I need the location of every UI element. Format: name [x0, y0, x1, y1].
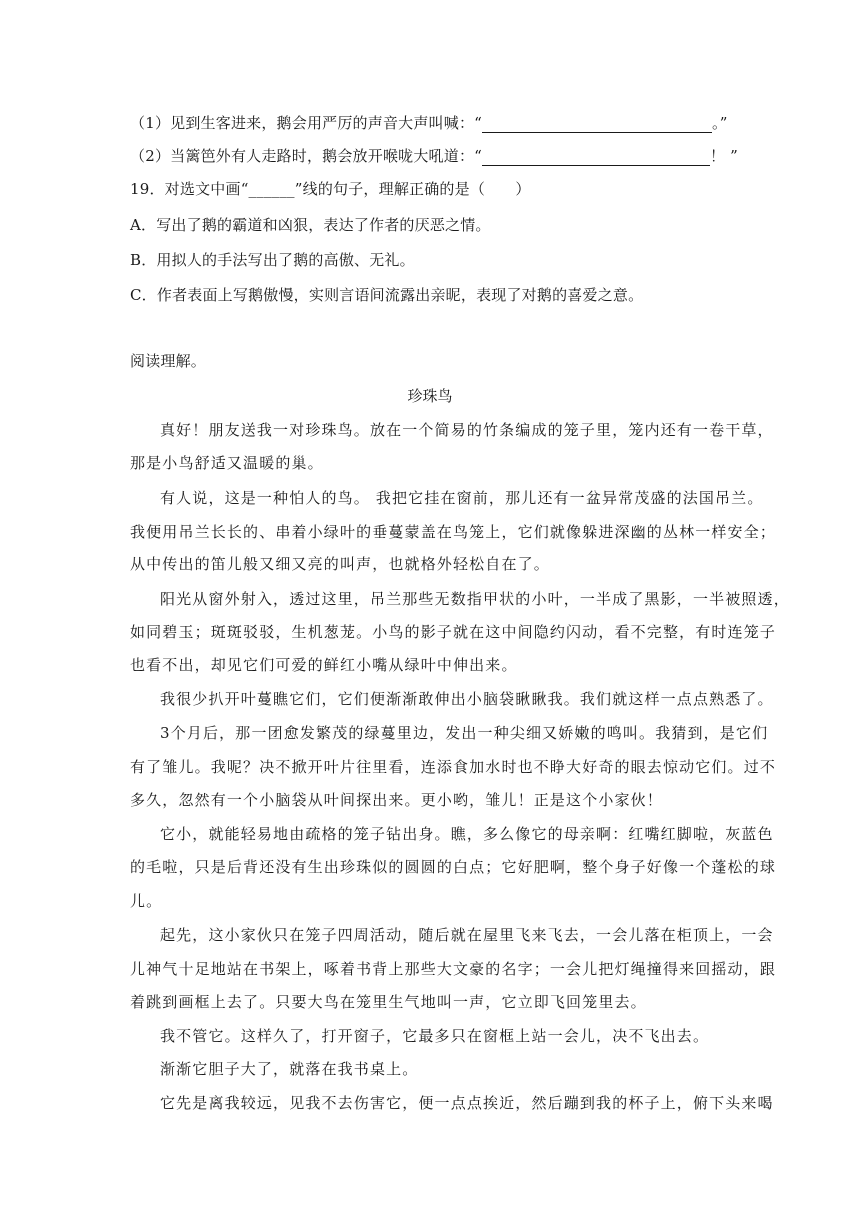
passage-line: 如同碧玉；斑斑驳驳，生机葱茏。小鸟的影子就在这中间隐约闪动，看不完整，有时连笼子: [130, 623, 777, 641]
passage-title: 珍珠鸟: [407, 387, 453, 405]
passage-line: 我不管它。这样久了，打开窗子，它最多只在窗框上站一会儿，决不飞出去。: [160, 1027, 710, 1045]
option-c: C．作者表面上写鹅傲慢，实则言语间流露出亲昵，表现了对鹅的喜爱之意。: [130, 286, 644, 304]
passage-line: 儿。: [130, 892, 163, 910]
question-18-2: [130, 145, 738, 166]
answer-blank-2[interactable]: [482, 151, 710, 166]
passage-line: 3个月后，那一团愈发繁茂的绿蔓里边，发出一种尖细又娇嫩的鸣叫。我猜到，是它们: [160, 724, 769, 742]
question-18-2-text: （2）当篱笆外有人走路时，鹅会放开喉咙大吼道：“: [130, 147, 483, 165]
passage-line: 从中传出的笛儿般又细又亮的叫声，也就格外轻松自在了。: [130, 555, 550, 573]
option-a: A．写出了鹅的霸道和凶狠，表达了作者的厌恶之情。: [130, 216, 491, 234]
passage-line: 的毛啦，只是后背还没有生出珍珠似的圆圆的白点；它好肥啊，整个身子好像一个蓬松的球: [130, 858, 777, 876]
question-18-1-end: 。”: [712, 114, 728, 132]
passage-line: 儿神气十足地站在书架上，啄着书背上那些大文豪的名字；一会儿把灯绳撞得来回摇动，跟: [130, 960, 777, 978]
passage-line: 真好！朋友送我一对珍珠鸟。放在一个简易的竹条编成的笼子里，笼内还有一卷干草，: [160, 421, 774, 439]
question-18-1: [130, 112, 728, 133]
passage-line: 我很少扒开叶蔓瞧它们，它们便渐渐敢伸出小脑袋瞅瞅我。我们就这样一点点熟悉了。: [160, 690, 774, 708]
passage-line: 阳光从窗外射入，透过这里，吊兰那些无数指甲状的小叶，一半成了黑影，一半被照透，: [160, 590, 790, 608]
passage-line: 着跳到画框上去了。只要大鸟在笼里生气地叫一声，它立即飞回笼里去。: [130, 993, 647, 1011]
answer-blank-1[interactable]: [482, 118, 712, 133]
passage-line: 有人说，这是一种怕人的鸟。 我把它挂在窗前，那儿还有一盆异常茂盛的法国吊兰。: [160, 489, 764, 507]
passage-line: 那是小鸟舒适又温暖的巢。: [130, 454, 324, 472]
passage-line: 它小，就能轻易地由疏格的笼子钻出身。瞧，多么像它的母亲啊：红嘴红脚啦，灰蓝色: [160, 825, 774, 843]
passage-line: 起先，这小家伙只在笼子四周活动，随后就在屋里飞来飞去，一会儿落在柜顶上，一会: [160, 926, 774, 944]
passage-line: 多久，忽然有一个小脑袋从叶间探出来。更小哟，雏儿！正是这个小家伙！: [130, 791, 663, 809]
option-b: B．用拟人的手法写出了鹅的高傲、无礼。: [130, 251, 415, 269]
question-18-2-end: ！ ”: [710, 147, 739, 165]
passage-line: 它先是离我较远，见我不去伤害它，便一点点挨近，然后蹦到我的杯子上，俯下头来喝: [160, 1094, 774, 1112]
section-heading: 阅读理解。: [130, 352, 207, 370]
question-18-1-text: （1）见到生客进来，鹅会用严厉的声音大声叫喊：“: [130, 114, 483, 132]
question-19-stem: 19．对选文中画“______”线的句子，理解正确的是（ ）: [130, 180, 531, 198]
passage-line: 有了雏儿。我呢？决不掀开叶片往里看，连添食加水时也不睁大好奇的眼去惊动它们。过不: [130, 758, 777, 776]
passage-line: 渐渐它胆子大了，就落在我书桌上。: [160, 1060, 419, 1078]
passage-line: 也看不出，却见它们可爱的鲜红小嘴从绿叶中伸出来。: [130, 656, 518, 674]
passage-line: 我便用吊兰长长的、串着小绿叶的垂蔓蒙盖在鸟笼上，它们就像躲进深幽的丛林一样安全；: [130, 523, 777, 541]
